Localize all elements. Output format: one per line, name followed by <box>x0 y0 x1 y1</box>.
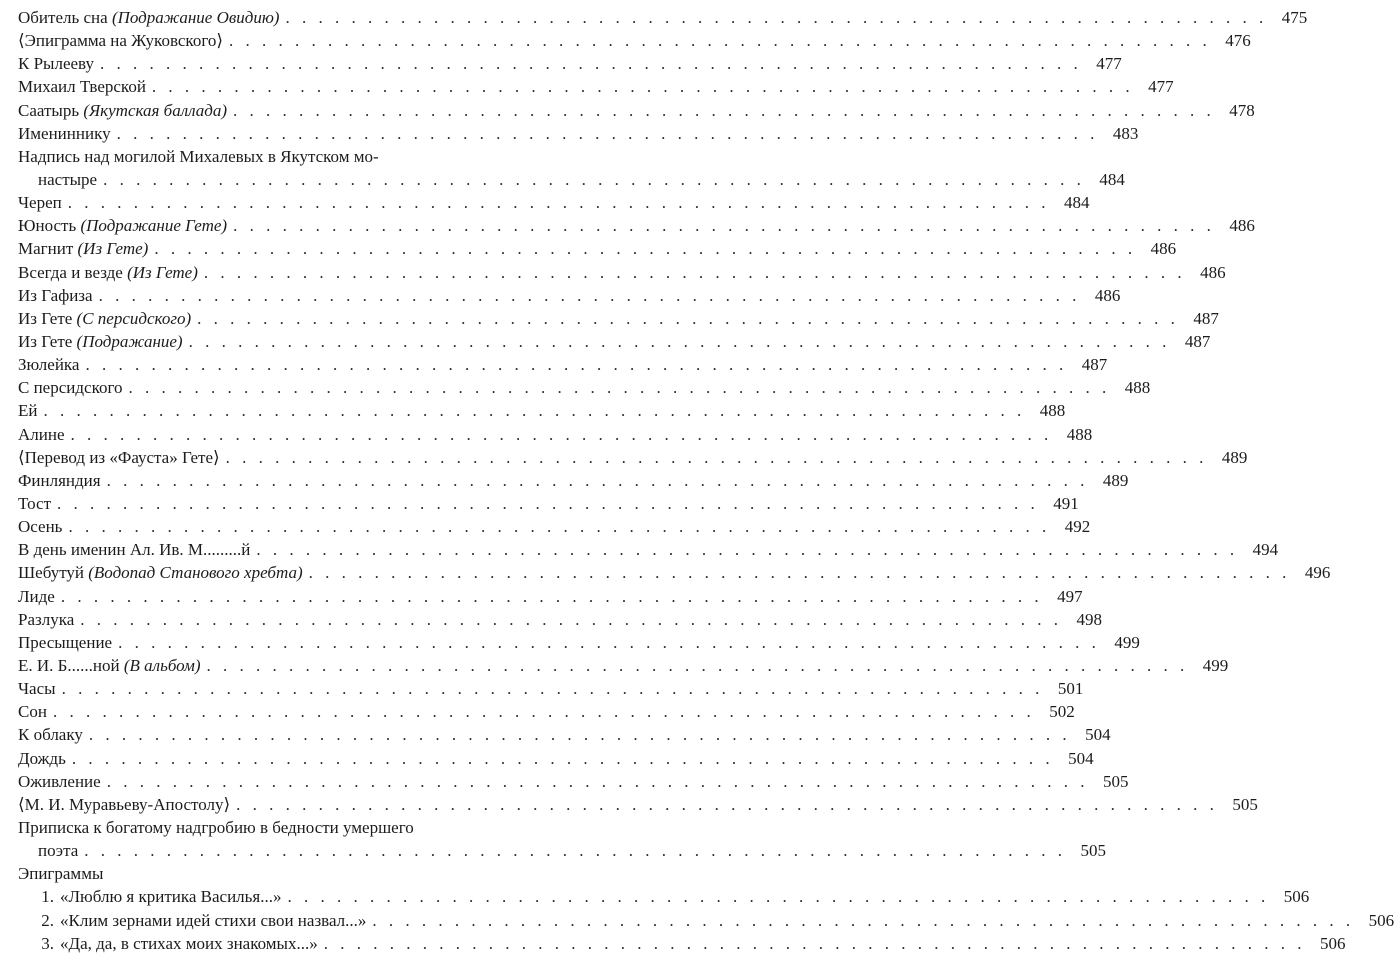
page-number: 488 <box>1124 378 1151 398</box>
page-number: 486 <box>1150 239 1177 259</box>
toc-entry <box>0 214 1255 237</box>
page-number: 488 <box>1039 401 1066 421</box>
epigram-number: 1. <box>41 887 54 907</box>
dot-leader: . . . . . . . . . . . . . . . . . . . . . . . . . . . . . . . . . . . . . . . . . . . . . . . . . . . . . . . . . . . . <box>103 169 1085 189</box>
toc-line <box>18 52 1122 75</box>
page-number: 487 <box>1193 308 1219 328</box>
dot-leader: . . . . . . . . . . . . . . . . . . . . . . . . . . . . . . . . . . . . . . . . . . . . . . . . . . . . . . . . . . . . <box>106 470 1089 490</box>
toc-line <box>38 839 1107 862</box>
toc-line <box>18 145 540 168</box>
toc-line <box>18 747 1094 770</box>
entry-title: Е. И. Б......ной <box>18 655 120 675</box>
toc-line <box>18 654 1229 677</box>
page-number: 477 <box>1148 77 1174 97</box>
page-number: 478 <box>1229 100 1255 120</box>
entry-title-continued: поэта <box>38 841 79 861</box>
page-number: 506 <box>1319 933 1346 953</box>
toc-entry <box>0 399 1066 422</box>
dot-leader: . . . . . . . . . . . . . . . . . . . . . . . . . . . . . . . . . . . . . . . . . . . . . . . . . . . . . . . . . . . . <box>197 308 1179 328</box>
toc-entry <box>0 747 1094 770</box>
dot-leader: . . . . . . . . . . . . . . . . . . . . . . . . . . . . . . . . . . . . . . . . . . . . . . . . . . . . . . . . . . . . <box>323 933 1306 953</box>
toc-entry <box>0 446 1248 469</box>
entry-title: ⟨Перевод из «Фауста» Гете⟩ <box>18 447 220 467</box>
dot-leader: . . . . . . . . . . . . . . . . . . . . . . . . . . . . . . . . . . . . . . . . . . . . . . . . . . . . . . . . . . . . <box>100 54 1082 74</box>
toc-line <box>18 330 1211 353</box>
toc-entry <box>0 191 1090 214</box>
toc-line <box>18 700 1075 723</box>
page-number: 498 <box>1076 609 1102 629</box>
page-number: 486 <box>1094 285 1121 305</box>
entry-subtitle: (Из Гете) <box>77 239 149 259</box>
dot-leader: . . . . . . . . . . . . . . . . . . . . . . . . . . . . . . . . . . . . . . . . . . . . . . . . . . . . . . . . . . . . <box>285 8 1268 27</box>
dot-leader: . . . . . . . . . . . . . . . . . . . . . . . . . . . . . . . . . . . . . . . . . . . . . . . . . . . . . . . . . . . . <box>206 655 1189 675</box>
dot-leader: . . . . . . . . . . . . . . . . . . . . . . . . . . . . . . . . . . . . . . . . . . . . . . . . . . . . . . . . . . . . <box>70 424 1053 444</box>
entry-title: Лиде <box>18 586 55 606</box>
page-number: 499 <box>1114 632 1140 652</box>
entry-subtitle: (Якутская баллада) <box>83 100 228 120</box>
toc-line <box>18 723 1111 746</box>
dot-leader: . . . . . . . . . . . . . . . . . . . . . . . . . . . . . . . . . . . . . . . . . . . . . . . . . . . . . . . . . . . . <box>85 355 1068 375</box>
dot-leader: . . . . . . . . . . . . . . . . . . . . . . . . . . . . . . . . . . . . . . . . . . . . . . . . . . . . . . . . . . . . <box>88 725 1071 745</box>
toc-line <box>18 538 1279 561</box>
dot-leader: . . . . . . . . . . . . . . . . . . . . . . . . . . . . . . . . . . . . . . . . . . . . . . . . . . . . . . . . . . . . <box>60 586 1043 606</box>
toc-entry <box>0 122 1139 145</box>
page-number: 501 <box>1057 679 1084 699</box>
toc-line <box>18 214 1255 237</box>
toc-line <box>18 446 1248 469</box>
toc-entry <box>0 99 1255 122</box>
entry-title: Михаил Тверской <box>18 77 146 97</box>
entry-title: Оживление <box>18 771 101 791</box>
page-number: 486 <box>1200 262 1226 282</box>
toc-entry <box>0 284 1121 307</box>
page-number: 496 <box>1304 563 1331 583</box>
dot-leader: . . . . . . . . . . . . . . . . . . . . . . . . . . . . . . . . . . . . . . . . . . . . . . . . . . . . . . . . . . . . <box>233 216 1215 236</box>
page-number: 475 <box>1281 8 1308 27</box>
toc-line <box>18 469 1129 492</box>
toc-entry <box>0 52 1122 75</box>
epigram-entry <box>0 885 1310 908</box>
dot-leader: . . . . . . . . . . . . . . . . . . . . . . . . . . . . . . . . . . . . . . . . . . . . . . . . . . . . . . . . . . . . <box>151 77 1134 97</box>
entry-title: Зюлейка <box>18 355 80 375</box>
toc-line <box>18 284 1121 307</box>
page-number: 494 <box>1252 540 1279 560</box>
entry-title: Часы <box>18 679 56 699</box>
page-number: 505 <box>1080 841 1107 861</box>
entry-title: К облаку <box>18 725 83 745</box>
toc-entry <box>0 145 1125 191</box>
entry-title: Финляндия <box>18 470 101 490</box>
page-number: 492 <box>1064 517 1091 537</box>
entry-title: Алине <box>18 424 65 444</box>
toc-entry <box>0 515 1091 538</box>
toc-entry <box>0 793 1258 816</box>
page-number: 487 <box>1081 355 1108 375</box>
dot-leader: . . . . . . . . . . . . . . . . . . . . . . . . . . . . . . . . . . . . . . . . . . . . . . . . . . . . . . . . . . . . <box>116 123 1099 143</box>
toc-line <box>30 909 1394 932</box>
entry-subtitle: (С персидского) <box>76 308 192 328</box>
page-number: 487 <box>1184 331 1211 351</box>
dot-leader: . . . . . . . . . . . . . . . . . . . . . . . . . . . . . . . . . . . . . . . . . . . . . . . . . . . . . . . . . . . . <box>61 679 1044 699</box>
toc-entry <box>0 29 1251 52</box>
entry-title: Осень <box>18 517 63 537</box>
entry-title: Из Гафиза <box>18 285 93 305</box>
entry-title: В день именин Ал. Ив. М.........й <box>18 540 251 560</box>
entry-title: Тост <box>18 493 52 513</box>
toc-line <box>18 585 1083 608</box>
dot-leader: . . . . . . . . . . . . . . . . . . . . . . . . . . . . . . . . . . . . . . . . . . . . . . . . . . . . . . . . . . . . <box>106 771 1089 791</box>
entry-title: Надпись над могилой Михалевых в Якутском мо- <box>18 146 379 166</box>
page-number: 489 <box>1102 470 1129 490</box>
page-number: 489 <box>1221 447 1248 467</box>
toc-line <box>18 608 1102 631</box>
toc-line <box>18 6 1308 29</box>
toc-entry <box>0 353 1108 376</box>
toc-line <box>18 561 1331 584</box>
toc-line <box>18 816 540 839</box>
dot-leader: . . . . . . . . . . . . . . . . . . . . . . . . . . . . . . . . . . . . . . . . . . . . . . . . . . . . . . . . . . . . <box>154 239 1137 259</box>
epigrams-section <box>0 862 560 885</box>
toc-entry <box>0 376 1151 399</box>
page-number: 504 <box>1085 725 1111 745</box>
table-of-contents <box>0 6 1394 955</box>
toc-line <box>18 122 1139 145</box>
toc-line <box>18 191 1090 214</box>
entry-title: Из Гете <box>18 331 73 351</box>
entry-title: Череп <box>18 193 62 213</box>
epigram-entry <box>0 909 1394 932</box>
entry-title: Магнит <box>18 239 74 259</box>
toc-line <box>18 793 1258 816</box>
toc-entry <box>0 330 1211 353</box>
toc-entry <box>0 561 1331 584</box>
entry-title: Сон <box>18 702 47 722</box>
epigram-title: «Клим зернами идей стихи свои назвал...» <box>60 910 367 930</box>
entry-title: ⟨М. И. Муравьеву-Апостолу⟩ <box>18 794 231 814</box>
epigram-title: «Да, да, в стихах моих знакомых...» <box>60 933 318 953</box>
toc-line <box>18 423 1093 446</box>
toc-line <box>18 99 1255 122</box>
page-number: 483 <box>1112 123 1139 143</box>
toc-line <box>18 307 1219 330</box>
toc-line <box>18 29 1251 52</box>
toc-line <box>18 677 1084 700</box>
toc-entry <box>0 770 1129 793</box>
dot-leader: . . . . . . . . . . . . . . . . . . . . . . . . . . . . . . . . . . . . . . . . . . . . . . . . . . . . . . . . . . . . <box>308 563 1291 583</box>
entry-subtitle: (Подражание Овидию) <box>111 8 280 27</box>
page-number: 502 <box>1049 702 1075 722</box>
dot-leader: . . . . . . . . . . . . . . . . . . . . . . . . . . . . . . . . . . . . . . . . . . . . . . . . . . . . . . . . . . . . <box>98 285 1081 305</box>
entry-title: Юность <box>18 216 77 236</box>
epigram-number: 2. <box>41 910 54 930</box>
toc-entry <box>0 608 1102 631</box>
toc-line <box>18 492 1079 515</box>
dot-leader: . . . . . . . . . . . . . . . . . . . . . . . . . . . . . . . . . . . . . . . . . . . . . . . . . . . . . . . . . . . . <box>225 447 1208 467</box>
epigram-entry <box>0 932 1346 955</box>
entry-subtitle: (Подражание) <box>76 331 183 351</box>
dot-leader: . . . . . . . . . . . . . . . . . . . . . . . . . . . . . . . . . . . . . . . . . . . . . . . . . . . . . . . . . . . . <box>372 910 1355 930</box>
toc-line <box>18 376 1151 399</box>
entry-title: К Рылееву <box>18 54 94 74</box>
page-number: 506 <box>1368 910 1394 930</box>
entry-title: Ей <box>18 401 38 421</box>
epigram-number: 3. <box>41 933 54 953</box>
entry-title-continued: настыре <box>38 169 98 189</box>
toc-entry <box>0 631 1140 654</box>
entry-title: Саатырь <box>18 100 80 120</box>
dot-leader: . . . . . . . . . . . . . . . . . . . . . . . . . . . . . . . . . . . . . . . . . . . . . . . . . . . . . . . . . . . . <box>52 702 1035 722</box>
dot-leader: . . . . . . . . . . . . . . . . . . . . . . . . . . . . . . . . . . . . . . . . . . . . . . . . . . . . . . . . . . . . <box>203 262 1186 282</box>
entry-subtitle: (Из Гете) <box>127 262 198 282</box>
entry-subtitle: (Подражание Гете) <box>80 216 228 236</box>
entry-title: С персидского <box>18 378 123 398</box>
toc-entry <box>0 6 1308 29</box>
toc-entry <box>0 816 1107 862</box>
page-number: 491 <box>1053 493 1079 513</box>
dot-leader: . . . . . . . . . . . . . . . . . . . . . . . . . . . . . . . . . . . . . . . . . . . . . . . . . . . . . . . . . . . . <box>128 378 1111 398</box>
page-number: 488 <box>1066 424 1093 444</box>
toc-entry <box>0 700 1075 723</box>
page-number: 477 <box>1096 54 1122 74</box>
toc-line <box>30 885 1310 908</box>
toc-line <box>18 237 1177 260</box>
page-number: 476 <box>1225 31 1251 51</box>
dot-leader: . . . . . . . . . . . . . . . . . . . . . . . . . . . . . . . . . . . . . . . . . . . . . . . . . . . . . . . . . . . . <box>67 193 1050 213</box>
section-heading: Эпиграммы <box>18 864 104 884</box>
page-number: 506 <box>1283 887 1310 907</box>
toc-entry <box>0 469 1129 492</box>
toc-entry <box>0 423 1093 446</box>
toc-entry <box>0 261 1226 284</box>
entry-title: Дождь <box>18 748 66 768</box>
toc-entry <box>0 654 1229 677</box>
page-number: 497 <box>1057 586 1083 606</box>
toc-line <box>18 631 1140 654</box>
page-number: 505 <box>1102 771 1129 791</box>
toc-line <box>18 75 1174 98</box>
toc-entry <box>0 723 1111 746</box>
toc-line <box>18 261 1226 284</box>
toc-line <box>30 932 1346 955</box>
page-number: 505 <box>1232 794 1258 814</box>
toc-entry <box>0 677 1084 700</box>
dot-leader: . . . . . . . . . . . . . . . . . . . . . . . . . . . . . . . . . . . . . . . . . . . . . . . . . . . . . . . . . . . . <box>188 331 1171 351</box>
epigram-title: «Люблю я критика Василья...» <box>60 887 282 907</box>
entry-subtitle: (Водопад Станового хребта) <box>88 563 303 583</box>
dot-leader: . . . . . . . . . . . . . . . . . . . . . . . . . . . . . . . . . . . . . . . . . . . . . . . . . . . . . . . . . . . . <box>84 841 1067 861</box>
page-number: 484 <box>1064 193 1090 213</box>
toc-entry <box>0 307 1219 330</box>
entry-title: Шебутуй <box>18 563 84 583</box>
dot-leader: . . . . . . . . . . . . . . . . . . . . . . . . . . . . . . . . . . . . . . . . . . . . . . . . . . . . . . . . . . . . <box>229 31 1211 51</box>
entry-title: Приписка к богатому надгробию в бедности умершего <box>18 817 414 837</box>
toc-line <box>18 515 1091 538</box>
page-number: 484 <box>1099 169 1125 189</box>
entry-title: Всегда и везде <box>18 262 123 282</box>
toc-entry <box>0 538 1279 561</box>
page-number: 499 <box>1202 655 1229 675</box>
entry-title: ⟨Эпиграмма на Жуковского⟩ <box>18 31 224 51</box>
entry-title: Обитель сна <box>18 8 108 27</box>
toc-entry <box>0 75 1174 98</box>
entry-title: Имениннику <box>18 123 111 143</box>
page-number: 486 <box>1229 216 1255 236</box>
dot-leader: . . . . . . . . . . . . . . . . . . . . . . . . . . . . . . . . . . . . . . . . . . . . . . . . . . . . . . . . . . . . <box>80 609 1062 629</box>
toc-entry <box>0 585 1083 608</box>
toc-entry <box>0 492 1079 515</box>
entry-title: Пресыщение <box>18 632 113 652</box>
dot-leader: . . . . . . . . . . . . . . . . . . . . . . . . . . . . . . . . . . . . . . . . . . . . . . . . . . . . . . . . . . . . <box>256 540 1239 560</box>
dot-leader: . . . . . . . . . . . . . . . . . . . . . . . . . . . . . . . . . . . . . . . . . . . . . . . . . . . . . . . . . . . . <box>57 493 1039 513</box>
toc-line <box>18 399 1066 422</box>
entry-subtitle: (В альбом) <box>123 655 201 675</box>
page-number: 504 <box>1068 748 1094 768</box>
dot-leader: . . . . . . . . . . . . . . . . . . . . . . . . . . . . . . . . . . . . . . . . . . . . . . . . . . . . . . . . . . . . <box>236 794 1218 814</box>
dot-leader: . . . . . . . . . . . . . . . . . . . . . . . . . . . . . . . . . . . . . . . . . . . . . . . . . . . . . . . . . . . . <box>287 887 1270 907</box>
toc-entry <box>0 237 1177 260</box>
entry-title: Из Гете <box>18 308 73 328</box>
toc-line <box>18 353 1108 376</box>
dot-leader: . . . . . . . . . . . . . . . . . . . . . . . . . . . . . . . . . . . . . . . . . . . . . . . . . . . . . . . . . . . . <box>68 517 1051 537</box>
dot-leader: . . . . . . . . . . . . . . . . . . . . . . . . . . . . . . . . . . . . . . . . . . . . . . . . . . . . . . . . . . . . <box>43 401 1026 421</box>
toc-line <box>18 770 1129 793</box>
entry-title: Разлука <box>18 609 75 629</box>
dot-leader: . . . . . . . . . . . . . . . . . . . . . . . . . . . . . . . . . . . . . . . . . . . . . . . . . . . . . . . . . . . . <box>118 632 1100 652</box>
dot-leader: . . . . . . . . . . . . . . . . . . . . . . . . . . . . . . . . . . . . . . . . . . . . . . . . . . . . . . . . . . . . <box>233 100 1215 120</box>
dot-leader: . . . . . . . . . . . . . . . . . . . . . . . . . . . . . . . . . . . . . . . . . . . . . . . . . . . . . . . . . . . . <box>71 748 1054 768</box>
toc-line <box>38 168 1125 191</box>
